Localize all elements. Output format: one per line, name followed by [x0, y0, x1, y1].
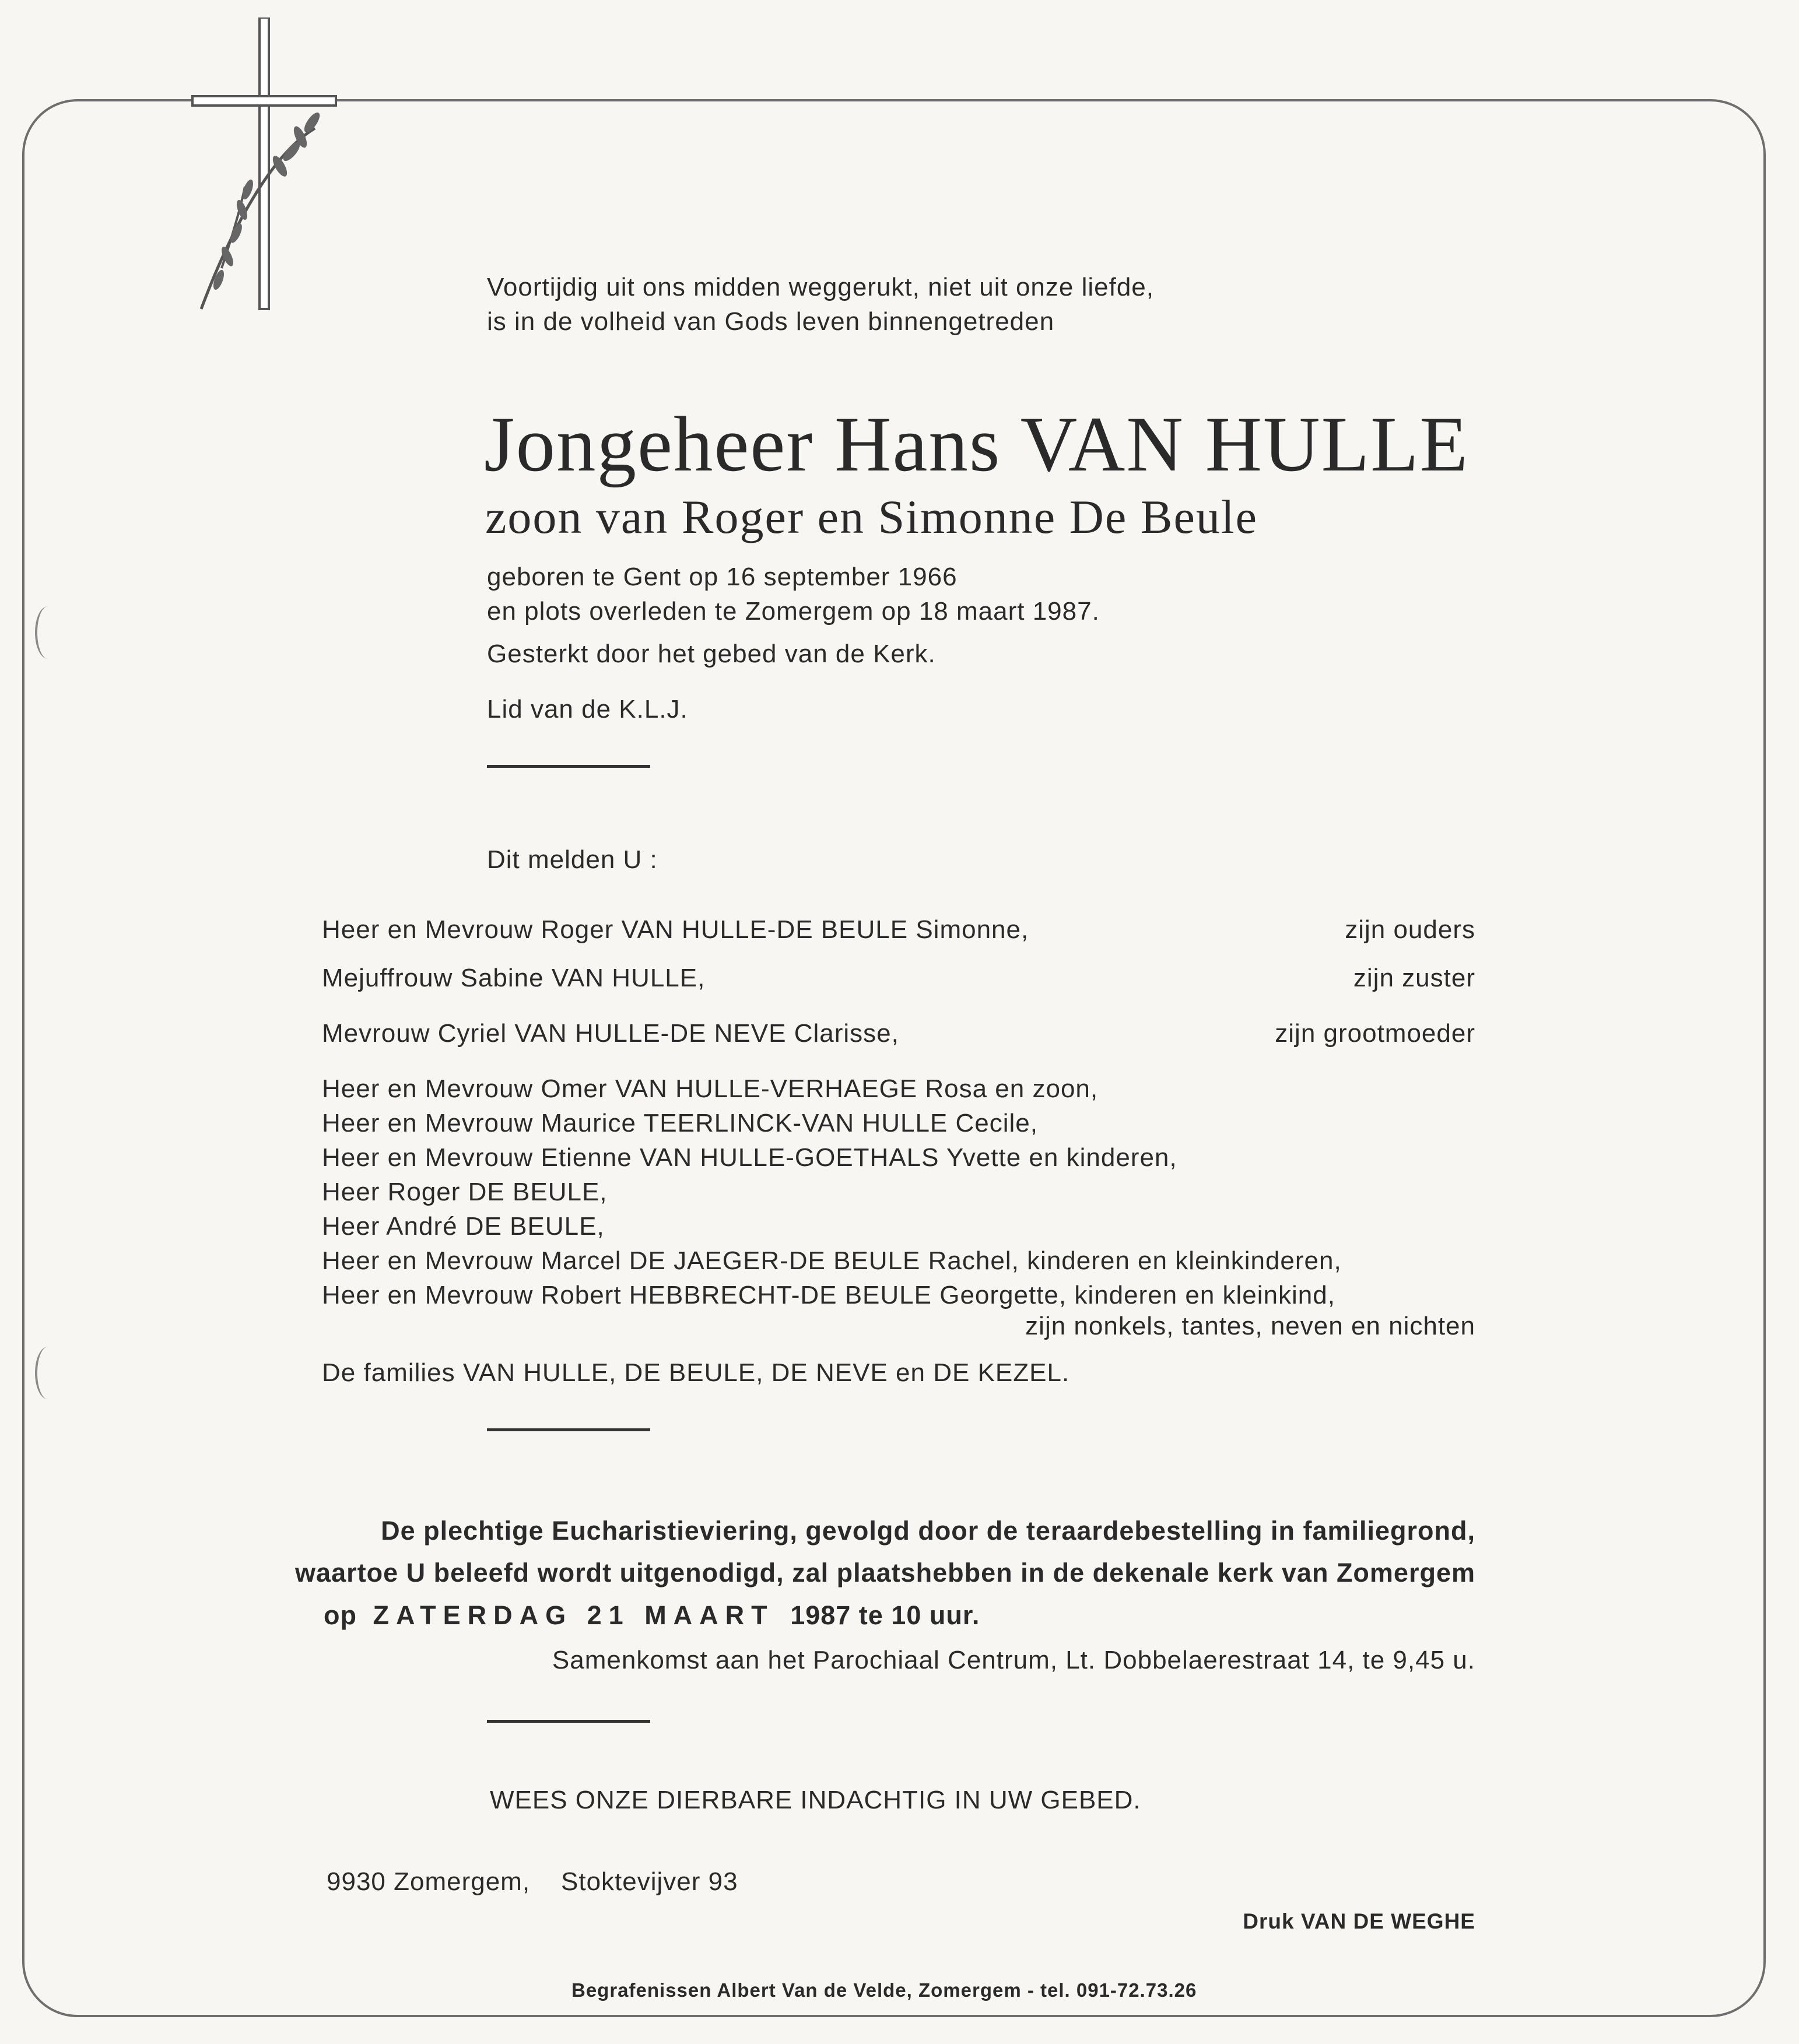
ceremony-day: ZATERDAG 21 MAART	[373, 1600, 774, 1630]
intro-line-1: Voortijdig uit ons midden weggerukt, niet uit onze liefde,	[487, 273, 1154, 301]
family-name-grandmother: Mevrouw Cyriel VAN HULLE-DE NEVE Clarisse,	[322, 1019, 899, 1048]
card-border	[22, 99, 1766, 2017]
address-city: 9930 Zomergem,	[327, 1867, 531, 1896]
relatives-relation: zijn nonkels, tantes, neven en nichten	[1025, 1312, 1475, 1340]
announce-heading: Dit melden U :	[487, 845, 658, 874]
ceremony-line-2: waartoe U beleefd wordt uitgenodigd, zal plaatshebben in de dekenale kerk van Zomergem	[295, 1558, 1475, 1588]
family-relation-sister: zijn zuster	[1353, 964, 1475, 992]
family-relation-grandmother: zijn grootmoeder	[1275, 1019, 1475, 1048]
relative-line: Heer en Mevrouw Marcel DE JAEGER-DE BEULE Rachel, kinderen en kleinkinderen,	[322, 1246, 1342, 1275]
relative-line: Heer en Mevrouw Maurice TEERLINCK-VAN HULLE Cecile,	[322, 1109, 1038, 1137]
deceased-parents: zoon van Roger en Simonne De Beule	[485, 490, 1258, 543]
prayer-line: WEES ONZE DIERBARE INDACHTIG IN UW GEBED.	[490, 1786, 1141, 1814]
relative-line: Heer en Mevrouw Omer VAN HULLE-VERHAEGE Rosa en zoon,	[322, 1074, 1099, 1103]
relative-line: Heer en Mevrouw Etienne VAN HULLE-GOETHALS Yvette en kinderen,	[322, 1143, 1177, 1172]
relative-line: Heer André DE BEULE,	[322, 1212, 605, 1241]
deceased-name: Jongeheer Hans VAN HULLE	[484, 401, 1469, 488]
membership-line: Lid van de K.L.J.	[487, 695, 688, 724]
intro-line-2: is in de volheid van Gods leven binnengetreden	[487, 307, 1055, 336]
birth-line: geboren te Gent op 16 september 1966	[487, 563, 958, 591]
family-name-parents: Heer en Mevrouw Roger VAN HULLE-DE BEULE Simonne,	[322, 915, 1029, 944]
punch-hole-mark	[35, 1347, 61, 1399]
ceremony-line-1: De plechtige Eucharistieviering, gevolgd door de teraardebestelling in familiegrond,	[381, 1516, 1475, 1546]
printer-credit: Druk VAN DE WEGHE	[1243, 1909, 1475, 1933]
ceremony-date-line	[324, 1600, 980, 1631]
families-line: De families VAN HULLE, DE BEULE, DE NEVE en DE KEZEL.	[322, 1358, 1070, 1387]
gathering-line: Samenkomst aan het Parochiaal Centrum, Lt. Dobbelaerestraat 14, te 9,45 u.	[552, 1646, 1475, 1674]
date-prefix: op	[324, 1600, 357, 1630]
family-name-sister: Mejuffrouw Sabine VAN HULLE,	[322, 964, 706, 992]
address-street: Stoktevijver 93	[561, 1867, 738, 1896]
relative-line: Heer Roger DE BEULE,	[322, 1178, 608, 1206]
family-relation-parents: zijn ouders	[1345, 915, 1475, 944]
punch-hole-mark	[35, 606, 61, 659]
death-line: en plots overleden te Zomergem op 18 maart 1987.	[487, 597, 1100, 626]
date-suffix: 1987 te 10 uur.	[790, 1600, 980, 1630]
sacrament-line: Gesterkt door het gebed van de Kerk.	[487, 640, 936, 668]
divider	[487, 1428, 650, 1431]
divider	[487, 765, 650, 768]
relative-line: Heer en Mevrouw Robert HEBBRECHT-DE BEULE Georgette, kinderen en kleinkind,	[322, 1281, 1335, 1309]
undertaker-credit: Begrafenissen Albert Van de Velde, Zomergem - tel. 091-72.73.26	[571, 1979, 1197, 2001]
cross-with-branch-icon	[187, 17, 350, 321]
divider	[487, 1720, 650, 1723]
